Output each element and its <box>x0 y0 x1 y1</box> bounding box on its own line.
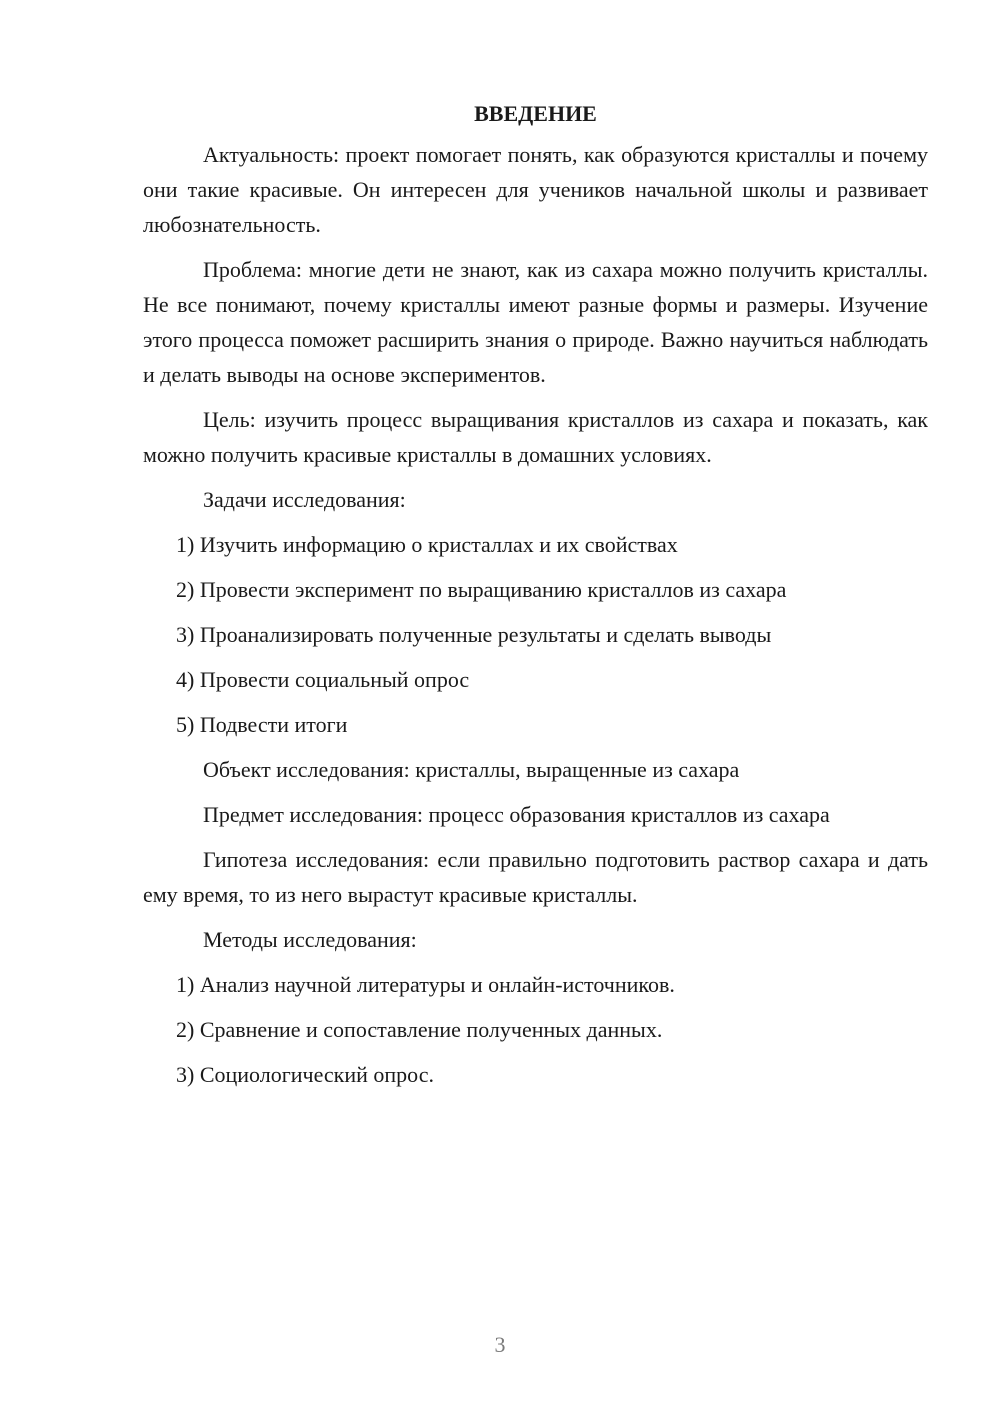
problem-paragraph: Проблема: многие дети не знают, как из сахара можно получить кристаллы. Не все понимают, почему кристаллы имеют разные формы и размеры. Изучение этого процесса поможет расширить знания о природе. Важно научиться наблюдать и делать выводы на основе экспериментов. <box>143 257 928 387</box>
method-item: 2) Сравнение и сопоставление полученных данных. <box>176 1017 663 1042</box>
section-title: ВВЕДЕНИЕ <box>474 101 597 126</box>
methods-heading: Методы исследования: <box>203 927 417 952</box>
subject-paragraph: Предмет исследования: процесс образования кристаллов из сахара <box>203 802 830 827</box>
task-item: 5) Подвести итоги <box>176 712 348 737</box>
page-number: 3 <box>494 1332 506 1357</box>
object-paragraph: Объект исследования: кристаллы, выращенные из сахара <box>203 757 740 782</box>
method-item: 3) Социологический опрос. <box>176 1062 434 1087</box>
method-item: 1) Анализ научной литературы и онлайн-источников. <box>176 972 675 997</box>
task-item: 2) Провести эксперимент по выращиванию кристаллов из сахара <box>176 577 787 602</box>
goal-paragraph: Цель: изучить процесс выращивания кристаллов из сахара и показать, как можно получить красивые кристаллы в домашних условиях. <box>143 407 928 467</box>
task-item: 4) Провести социальный опрос <box>176 667 470 692</box>
relevance-paragraph: Актуальность: проект помогает понять, как образуются кристаллы и почему они такие красивые. Он интересен для учеников начальной школы и развивает любознательность. <box>143 142 928 237</box>
tasks-heading: Задачи исследования: <box>203 487 406 512</box>
task-item: 1) Изучить информацию о кристаллах и их свойствах <box>176 532 678 557</box>
page-content <box>143 96 928 1102</box>
hypothesis-paragraph: Гипотеза исследования: если правильно подготовить раствор сахара и дать ему время, то из него вырастут красивые кристаллы. <box>143 847 928 907</box>
task-item: 3) Проанализировать полученные результаты и сделать выводы <box>176 622 772 647</box>
